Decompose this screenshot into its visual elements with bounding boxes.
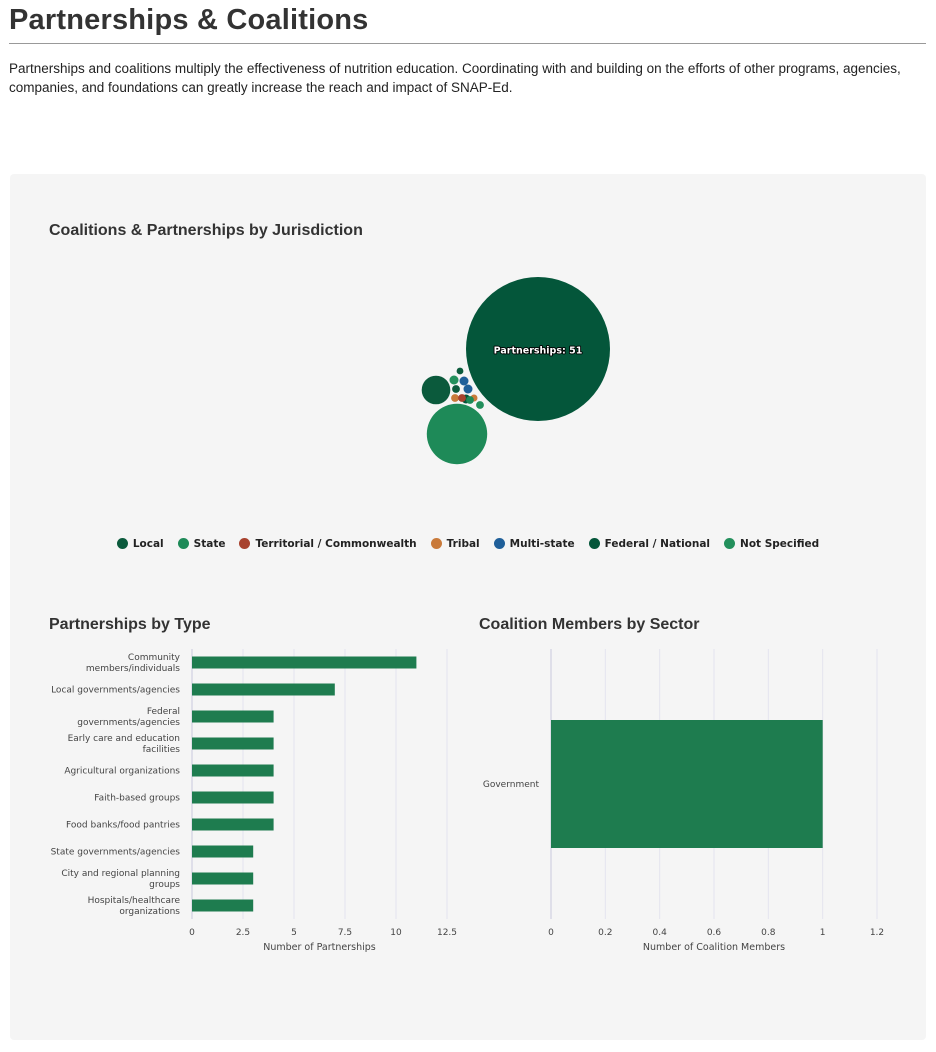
bubble-state — [466, 396, 474, 404]
bar-faith-based-groups — [192, 792, 274, 804]
category-label: governments/agencies — [77, 718, 180, 728]
legend-marker-icon — [431, 538, 442, 549]
bubble-state — [427, 404, 487, 464]
category-label: Local governments/agencies — [51, 685, 180, 696]
bubble-multi-state — [460, 377, 469, 386]
coalition-members-by-sector-chart — [470, 640, 910, 960]
legend-item-territorial-commonwealth[interactable] — [239, 538, 416, 550]
jurisdiction-chart-title: Coalitions & Partnerships by Jurisdiction — [49, 222, 363, 239]
x-tick-label: 2.5 — [235, 928, 251, 938]
bubble-data-label: Partnerships: 51 — [493, 345, 583, 357]
category-label: Agricultural organizations — [64, 766, 180, 777]
legend-item-state[interactable] — [178, 538, 226, 550]
page-title: Partnerships & Coalitions — [9, 4, 369, 36]
legend-marker-icon — [589, 538, 600, 549]
bar-community-members-individuals — [192, 657, 416, 669]
x-tick-label: 0 — [189, 928, 195, 938]
jurisdiction-bubble-chart — [0, 0, 936, 520]
category-label: Government — [482, 780, 539, 790]
legend-marker-icon — [724, 538, 735, 549]
bubble-multi-state — [464, 385, 473, 394]
category-label: Faith-based groups — [94, 793, 180, 804]
category-label: groups — [149, 880, 180, 890]
legend-label: Federal / National — [604, 538, 711, 550]
x-tick-label: 10 — [390, 928, 402, 938]
bubble-not-specified — [476, 401, 484, 409]
x-tick-label: 0.6 — [706, 928, 722, 938]
bar-agricultural-organizations — [192, 765, 274, 777]
bar-local-governments-agencies — [192, 684, 335, 696]
partnerships-by-type-chart — [0, 640, 470, 960]
x-tick-label: 7.5 — [337, 928, 353, 938]
x-tick-label: 5 — [291, 928, 297, 938]
category-label: State governments/agencies — [50, 847, 180, 858]
x-axis-title: Number of Partnerships — [263, 942, 376, 953]
legend-label: State — [193, 538, 226, 550]
bubble-local — [452, 385, 460, 393]
category-label: City and regional planning — [61, 869, 180, 879]
bubble-local — [422, 376, 451, 405]
sector-chart-title: Coalition Members by Sector — [479, 616, 700, 633]
legend-item-federal-national[interactable] — [589, 538, 710, 550]
category-label: members/individuals — [85, 664, 180, 674]
category-label: organizations — [119, 907, 180, 917]
x-tick-label: 0 — [548, 928, 554, 938]
legend-label: Multi-state — [509, 538, 575, 550]
category-label: Federal — [146, 707, 180, 717]
x-tick-label: 0.8 — [761, 928, 776, 938]
bubble-local — [457, 368, 464, 375]
category-label: Community — [127, 653, 180, 663]
legend-marker-icon — [117, 538, 128, 549]
bubble-tribal — [451, 394, 459, 402]
legend-marker-icon — [494, 538, 505, 549]
bar-hospitals-healthcare-organizations — [192, 900, 253, 912]
bar-city-and-regional-planning-groups — [192, 873, 253, 885]
category-label: Hospitals/healthcare — [87, 896, 180, 906]
category-label: Food banks/food pantries — [66, 820, 180, 831]
legend-marker-icon — [178, 538, 189, 549]
bubble-territorial-commonwealth — [458, 394, 466, 402]
legend-marker-icon — [239, 538, 250, 549]
bar-government — [551, 720, 823, 848]
bubble-not-specified — [450, 376, 459, 385]
x-tick-label: 12.5 — [436, 928, 458, 938]
legend-label: Territorial / Commonwealth — [255, 538, 417, 550]
x-axis-title: Number of Coalition Members — [642, 942, 786, 953]
category-label: facilities — [142, 745, 180, 755]
x-tick-label: 1 — [819, 928, 826, 938]
bar-food-banks-food-pantries — [192, 819, 274, 831]
x-tick-label: 1.2 — [869, 928, 885, 938]
legend-item-not-specified[interactable] — [724, 538, 819, 550]
legend-item-multi-state[interactable] — [494, 538, 575, 550]
bar-early-care-and-education-facilities — [192, 738, 274, 750]
legend-item-tribal[interactable] — [431, 538, 480, 550]
legend-label: Local — [132, 538, 164, 550]
legend-item-local[interactable] — [117, 538, 164, 550]
bar-state-governments-agencies — [192, 846, 253, 858]
x-tick-label: 0.2 — [598, 928, 613, 938]
type-chart-title: Partnerships by Type — [49, 616, 211, 633]
legend-label: Tribal — [446, 538, 480, 550]
intro-paragraph: Partnerships and coalitions multiply the effectiveness of nutrition education. Coordinating with and building on the efforts of other programs, agencies, companies, and foundations can greatly increase the reach and impact of SNAP-Ed. — [9, 61, 901, 95]
category-label: Early care and education — [67, 734, 180, 744]
bar-federal-governments-agencies — [192, 711, 274, 723]
x-tick-label: 0.4 — [652, 928, 667, 938]
legend-label: Not Specified — [740, 538, 820, 550]
jurisdiction-legend — [0, 538, 936, 550]
